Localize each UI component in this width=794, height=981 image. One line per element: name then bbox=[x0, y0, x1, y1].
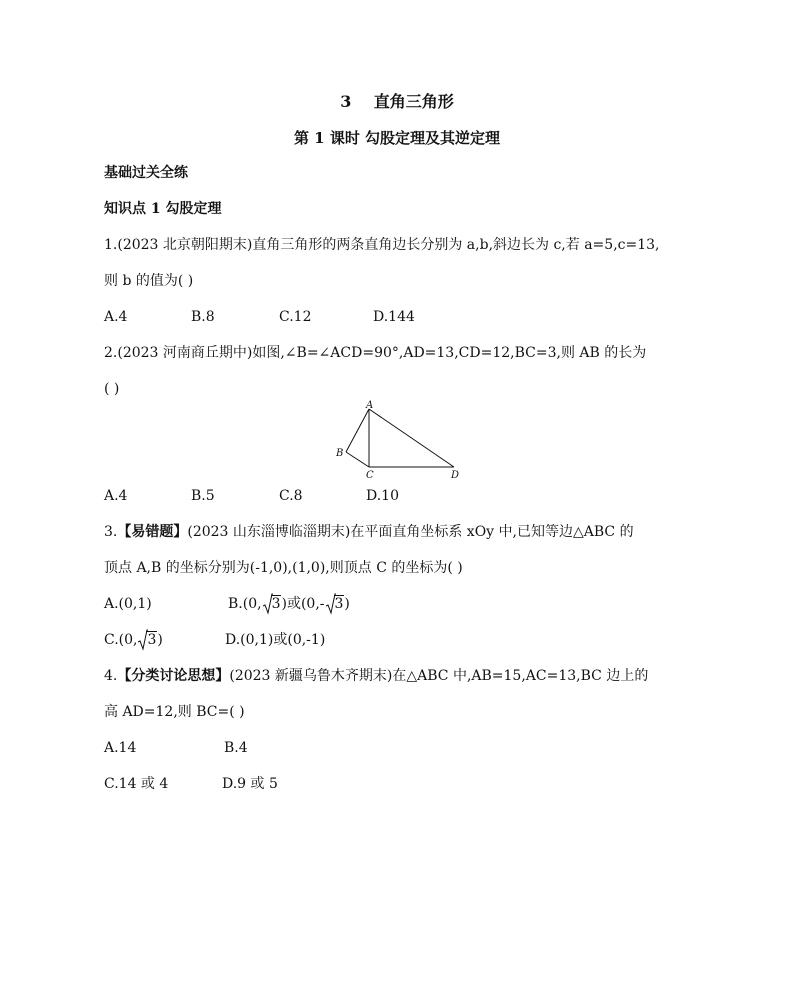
question-1-option-a[interactable]: A.4 bbox=[104, 309, 128, 325]
question-1-option-c[interactable]: C.12 bbox=[279, 309, 312, 325]
question-2-option-d[interactable]: D.10 bbox=[366, 488, 399, 504]
segment-ad bbox=[369, 409, 454, 467]
label-d: D bbox=[451, 470, 460, 481]
lesson-title: 第 1 课时 勾股定理及其逆定理 bbox=[293, 129, 501, 147]
radicand: 3 bbox=[334, 596, 344, 612]
radicand: 3 bbox=[271, 596, 281, 612]
option-c-suffix: ) bbox=[157, 632, 163, 648]
practice-heading: 基础过关全练 bbox=[104, 165, 188, 181]
radicand: 3 bbox=[147, 632, 157, 648]
question-4-tag: 【分类讨论思想】 bbox=[117, 668, 230, 684]
question-1-stem-line2: 则 b 的值为( ) bbox=[104, 273, 194, 289]
question-2-option-c[interactable]: C.8 bbox=[279, 488, 303, 504]
question-2-option-a[interactable]: A.4 bbox=[104, 488, 128, 504]
question-3-option-b[interactable] bbox=[228, 594, 350, 614]
knowledge-point-heading: 知识点 1 勾股定理 bbox=[104, 201, 222, 217]
question-4-option-c[interactable]: C.14 或 4 bbox=[104, 776, 169, 792]
question-1-option-d[interactable]: D.144 bbox=[373, 309, 415, 325]
option-b-suffix: ) bbox=[344, 596, 350, 612]
label-a: A bbox=[366, 400, 374, 411]
question-3-option-a[interactable]: A.(0,1) bbox=[104, 596, 152, 612]
question-1-stem-line1: 1.(2023 北京朝阳期末)直角三角形的两条直角边长分别为 a,b,斜边长为 c,若 a=5,c=13, bbox=[104, 237, 660, 253]
question-3-option-d[interactable]: D.(0,1)或(0,-1) bbox=[225, 632, 326, 648]
sqrt-symbol bbox=[263, 594, 282, 614]
option-b-prefix: B.(0, bbox=[228, 596, 262, 612]
question-3-tag: 【易错题】 bbox=[117, 524, 188, 540]
question-4-stem-line1 bbox=[104, 666, 648, 686]
question-3-stem-line2: 顶点 A,B 的坐标分别为(-1,0),(1,0),则顶点 C 的坐标为( ) bbox=[104, 560, 463, 576]
question-3-option-c[interactable] bbox=[104, 630, 163, 650]
segment-ab bbox=[346, 409, 369, 452]
question-3-stem-text: (2023 山东淄博临淄期末)在平面直角坐标系 xOy 中,已知等边△ABC 的 bbox=[187, 524, 634, 540]
sqrt-symbol bbox=[138, 630, 157, 650]
section-number: 3 bbox=[340, 92, 352, 111]
question-2-figure bbox=[330, 400, 470, 482]
question-4-option-a[interactable]: A.14 bbox=[104, 740, 137, 756]
question-4-option-d[interactable]: D.9 或 5 bbox=[222, 776, 278, 792]
section-name: 直角三角形 bbox=[373, 92, 454, 111]
label-b: B bbox=[336, 448, 344, 459]
option-c-prefix: C.(0, bbox=[104, 632, 138, 648]
question-4-stem-line2: 高 AD=12,则 BC=( ) bbox=[104, 704, 245, 720]
question-4-option-b[interactable]: B.4 bbox=[224, 740, 248, 756]
question-1-option-b[interactable]: B.8 bbox=[191, 309, 215, 325]
question-2-stem-line1: 2.(2023 河南商丘期中)如图,∠B=∠ACD=90°,AD=13,CD=12,BC=3,则 AB 的长为 bbox=[104, 345, 647, 361]
question-4-stem-text: (2023 新疆乌鲁木齐期末)在△ABC 中,AB=15,AC=13,BC 边上的 bbox=[229, 668, 649, 684]
question-3-number: 3. bbox=[104, 524, 118, 540]
question-2-stem-line2: ( ) bbox=[104, 381, 120, 397]
option-b-middle: )或(0,- bbox=[281, 596, 325, 612]
question-3-stem-line1 bbox=[104, 522, 634, 542]
sqrt-symbol bbox=[326, 594, 345, 614]
label-c: C bbox=[366, 470, 374, 481]
question-4-number: 4. bbox=[104, 668, 118, 684]
question-2-option-b[interactable]: B.5 bbox=[191, 488, 215, 504]
segment-bc bbox=[346, 452, 369, 467]
section-title bbox=[0, 91, 794, 113]
